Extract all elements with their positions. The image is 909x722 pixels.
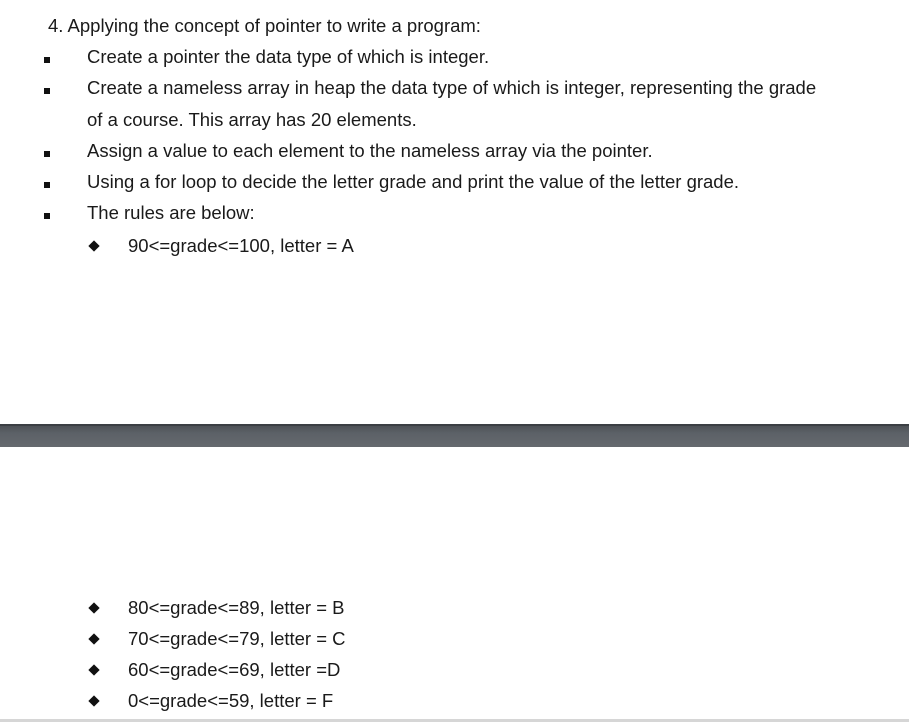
square-bullet-icon — [44, 88, 50, 94]
bullet-text: Using a for loop to decide the letter grade and print the value of the letter grade. — [87, 171, 740, 192]
bullet-text-continuation: of a course. This array has 20 elements. — [87, 109, 417, 130]
bullet-text: The rules are below: — [87, 202, 255, 223]
square-bullet-icon — [44, 57, 50, 63]
square-bullet-icon — [44, 213, 50, 219]
grade-rule: 80<=grade<=89, letter = B — [128, 597, 345, 618]
grade-rule: 70<=grade<=79, letter = C — [128, 628, 346, 649]
square-bullet-icon — [44, 182, 50, 188]
grade-rule: 90<=grade<=100, letter = A — [128, 235, 354, 256]
page-break-line — [0, 424, 909, 426]
page-break-bar — [0, 424, 909, 447]
bullet-text: Create a pointer the data type of which is integer. — [87, 46, 490, 67]
bullet-text: Create a nameless array in heap the data type of which is integer, representing the grade — [87, 77, 817, 98]
square-bullet-icon — [44, 151, 50, 157]
grade-rule: 0<=grade<=59, letter = F — [128, 690, 334, 711]
question-heading: 4. Applying the concept of pointer to write a program: — [48, 15, 481, 36]
grade-rule: 60<=grade<=69, letter =D — [128, 659, 341, 680]
bullet-text: Assign a value to each element to the nameless array via the pointer. — [87, 140, 653, 161]
